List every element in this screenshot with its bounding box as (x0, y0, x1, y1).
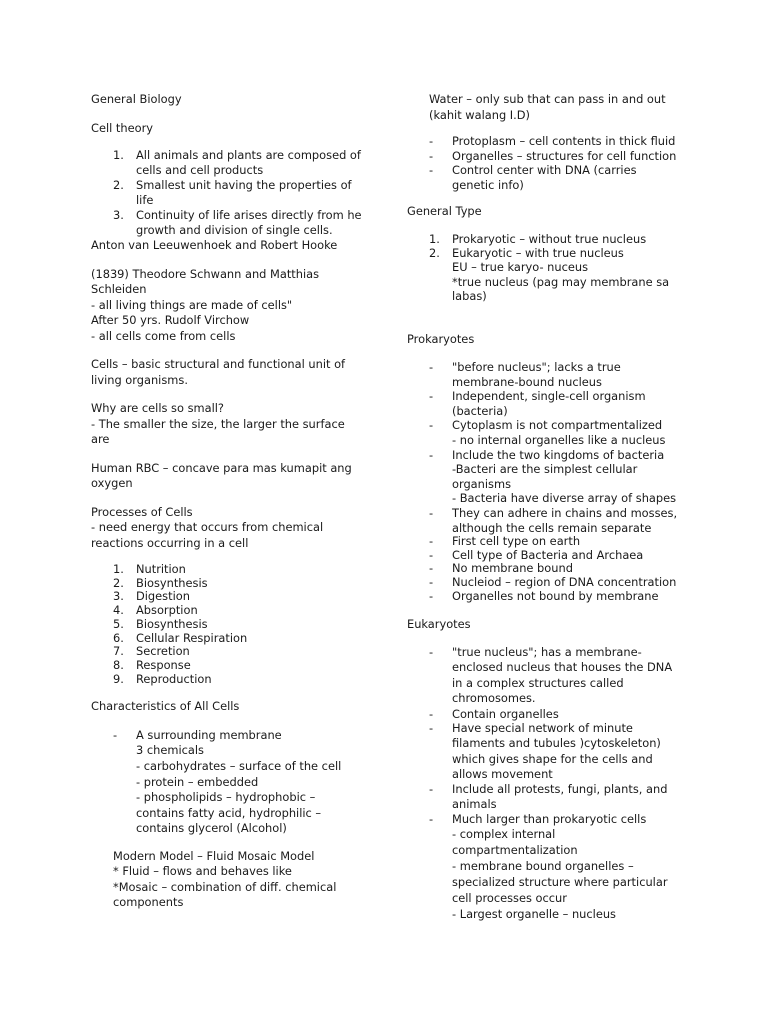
list-item: 2. Biosynthesis (113, 575, 208, 590)
list-item: 1. All animals and plants are composed of cells and cell products (113, 148, 361, 177)
scientists-line: Anton van Leeuwenhoek and Robert Hooke (91, 238, 338, 252)
cells-definition: Cells – basic structural and functional unit of living organisms. (91, 357, 346, 387)
list-item: - Independent, single-cell organism (bacteria) (429, 389, 646, 418)
prokaryotes-heading: Prokaryotes (407, 331, 475, 346)
doc-title: General Biology (91, 92, 182, 106)
list-item: - Have special network of minute filaments and tubules )cytoskeleton) which gives shape for the cells and allows movement (429, 721, 661, 782)
list-item: 6. Cellular Respiration (113, 630, 248, 645)
list-item: - Include the two kingdoms of bacteria -Bacteri are the simplest cellular organisms - Bacteria have diverse array of shapes (429, 447, 677, 506)
cell-theory-list (91, 148, 391, 238)
list-item: - A surrounding membrane 3 chemicals - carbohydrates – surface of the cell - protein – embedded - phospholipids – hydrophobic – contains fatty acid, hydrophilic – contains glycerol (Alcohol) (113, 727, 342, 836)
list-item: 1. Nutrition (113, 562, 186, 576)
list-item: - First cell type on earth (429, 534, 581, 549)
why-small-block: Why are cells so small? - The smaller the size, the larger the surface are (91, 401, 345, 446)
eukaryotes-list (407, 645, 707, 923)
right-column (407, 92, 707, 923)
processes-list (91, 563, 391, 686)
list-item: 3. Continuity of life arises directly from he growth and division of single cells. (113, 208, 362, 237)
list-item: 8. Response (113, 657, 191, 672)
list-item: - Include all protests, fungi, plants, and animals (429, 782, 668, 811)
list-item: - Organelles – structures for cell function (429, 148, 677, 163)
general-type-list (407, 232, 707, 304)
cell-parts-list (407, 134, 707, 192)
list-item: 4. Absorption (113, 603, 198, 618)
list-item: - No membrane bound (429, 561, 573, 576)
list-item: 7. Secretion (113, 644, 190, 659)
characteristics-heading: Characteristics of All Cells (91, 699, 240, 714)
list-item: 3. Digestion (113, 589, 190, 604)
list-item: 5. Biosynthesis (113, 616, 208, 631)
list-item: 2. Eukaryotic – with true nucleus EU – true karyo- nuceus *true nucleus (pag may membrane sa labas) (429, 245, 670, 303)
list-item: - "true nucleus"; has a membrane- enclosed nucleus that houses the DNA in a complex structures called chromosomes. (429, 644, 673, 706)
list-item: - They can adhere in chains and mosses, although the cells remain separate (429, 505, 678, 535)
list-item: - Much larger than prokaryotic cells - complex internal compartmentalization - membrane bound organelles – specialized structure where particular cell processes occur - Largest organelle – nucleus (429, 811, 668, 921)
list-item: 2. Smallest unit having the properties of life (113, 178, 352, 207)
left-column (91, 92, 391, 911)
cell-theory-heading: Cell theory (91, 120, 153, 135)
list-item: - Contain organelles (429, 706, 559, 721)
list-item: 1. Prokaryotic – without true nucleus (429, 231, 647, 246)
list-item: - Protoplasm – cell contents in thick fluid (429, 134, 676, 148)
list-item: - Organelles not bound by membrane (429, 588, 659, 603)
list-item: - Cell type of Bacteria and Archaea (429, 547, 644, 562)
schwann-block: (1839) Theodore Schwann and Matthias Schleiden - all living things are made of cells" After 50 yrs. Rudolf Virchow - all cells come from cells (91, 266, 320, 343)
list-item: - "before nucleus"; lacks a true membrane-bound nucleus (429, 360, 621, 389)
list-item: - Control center with DNA (carries genetic info) (429, 163, 637, 192)
list-item: 9. Reproduction (113, 671, 212, 686)
rbc-block: Human RBC – concave para mas kumapit ang oxygen (91, 460, 352, 490)
prokaryotes-list (407, 360, 707, 603)
characteristics-list (91, 728, 391, 837)
list-item: - Nucleiod – region of DNA concentration (429, 574, 677, 589)
water-note: Water – only sub that can pass in and out (kahit walang I.D) (429, 92, 666, 122)
eukaryotes-heading: Eukaryotes (407, 617, 471, 632)
processes-heading: Processes of Cells - need energy that occurs from chemical reactions occurring in a cell (91, 504, 324, 550)
fluid-mosaic-block: Modern Model – Fluid Mosaic Model * Fluid – flows and behaves like *Mosaic – combination of diff. chemical components (113, 848, 337, 910)
list-item: - Cytoplasm is not compartmentalized - no internal organelles like a nucleus (429, 418, 666, 447)
general-type-heading: General Type (407, 204, 482, 218)
